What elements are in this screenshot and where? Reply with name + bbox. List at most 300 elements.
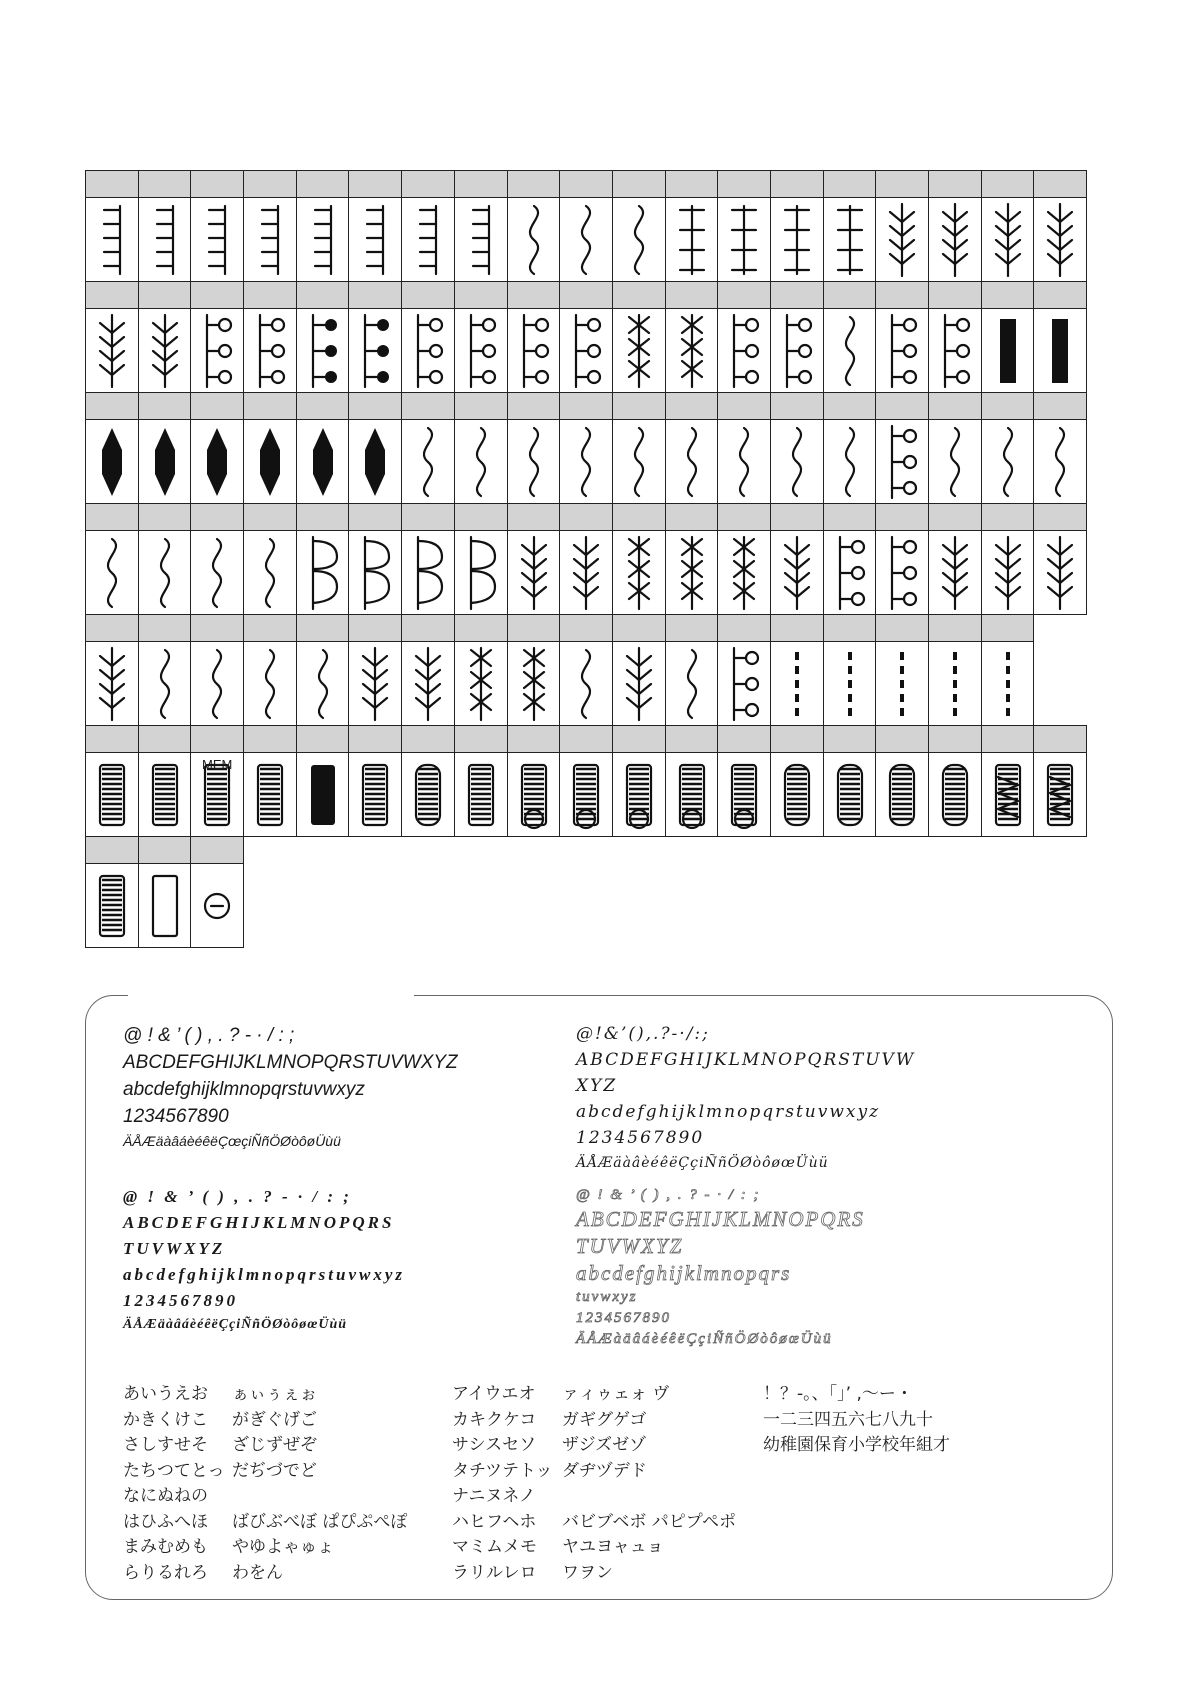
jp-line: ァィゥェォ ヴ: [562, 1384, 670, 1404]
stitch-icon: [402, 642, 454, 726]
stitch-cell: [559, 503, 613, 615]
stitch-icon: [718, 531, 770, 615]
stitch-cell-header: [86, 282, 138, 309]
stitch-cell: [612, 614, 666, 726]
stitch-cell: [717, 281, 771, 393]
font4-lower-2: tuvwxyz: [576, 1289, 638, 1305]
stitch-icon: [297, 753, 349, 837]
stitch-icon: [771, 198, 823, 282]
jp-line: ！？-。、「」’ ,〜ー・: [763, 1384, 913, 1404]
stitch-cell-header: [560, 504, 612, 531]
stitch-cell-header: [402, 393, 454, 420]
stitch-cell: [717, 170, 771, 282]
stitch-icon: [244, 309, 296, 393]
stitch-cell-header: [297, 726, 349, 753]
font4-digits: 1234567890: [576, 1310, 671, 1326]
font2-lower: abcdefghijklmnopqrstuvwxyz: [576, 1102, 881, 1122]
stitch-icon: [508, 420, 560, 504]
stitch-cell: [981, 170, 1035, 282]
stitch-cell: [1033, 503, 1087, 615]
stitch-cell: [296, 725, 350, 837]
stitch-cell-header: [86, 615, 138, 642]
stitch-cell: [454, 614, 508, 726]
jp-line: らりるれろ: [123, 1562, 208, 1583]
stitch-cell: [612, 170, 666, 282]
stitch-icon: [455, 198, 507, 282]
stitch-cell-header: [349, 171, 401, 198]
stitch-icon: [349, 309, 401, 393]
stitch-cell-header: [982, 726, 1034, 753]
stitch-icon: [929, 198, 981, 282]
stitch-icon: [982, 753, 1034, 837]
stitch-icon: [982, 420, 1034, 504]
stitch-cell-header: [666, 726, 718, 753]
jp-line: アイウエオ: [452, 1384, 536, 1404]
stitch-icon: [349, 531, 401, 615]
stitch-cell: [981, 503, 1035, 615]
stitch-icon: [824, 309, 876, 393]
stitch-cell-header: [876, 504, 928, 531]
stitch-icon: [455, 420, 507, 504]
stitch-cell-header: [718, 504, 770, 531]
stitch-cell-header: [297, 504, 349, 531]
stitch-icon: [718, 753, 770, 837]
stitch-cell-header: [613, 726, 665, 753]
stitch-cell: [875, 281, 929, 393]
stitch-cell: [348, 503, 402, 615]
stitch-cell: [243, 725, 297, 837]
stitch-icon: [191, 198, 243, 282]
stitch-icon: [771, 420, 823, 504]
stitch-cell-header: [1034, 504, 1086, 531]
stitch-cell: [770, 170, 824, 282]
stitch-cell-header: [718, 171, 770, 198]
stitch-cell-header: [402, 171, 454, 198]
font2-upper-2: XYZ: [576, 1076, 618, 1096]
stitch-cell: [665, 503, 719, 615]
jp-line: タチツテトッ: [452, 1460, 553, 1481]
stitch-icon: [560, 753, 612, 837]
stitch-cell-header: [508, 393, 560, 420]
stitch-icon: [402, 531, 454, 615]
stitch-cell-header: [508, 615, 560, 642]
stitch-cell: [507, 725, 561, 837]
stitch-icon: [824, 420, 876, 504]
katakana-main-column: [452, 1386, 552, 1590]
stitch-cell: [928, 614, 982, 726]
font3-upper-1: ABCDEFGHIJKLMNOPQRS: [123, 1213, 395, 1232]
stitch-cell-header: [771, 615, 823, 642]
stitch-cell-header: [929, 171, 981, 198]
jp-line: サシスセソ: [452, 1435, 537, 1455]
stitch-icon: [718, 642, 770, 726]
stitch-cell: [612, 392, 666, 504]
stitch-cell-header: [139, 837, 191, 864]
stitch-cell-header: [718, 282, 770, 309]
stitch-icon: [718, 198, 770, 282]
font2-digits: 1234567890: [576, 1128, 705, 1148]
font-sample-2: [576, 1026, 915, 1179]
stitch-icon: [349, 198, 401, 282]
stitch-cell: [770, 281, 824, 393]
jp-line: バビブベボ パピプペポ: [562, 1511, 737, 1532]
jp-line: ざじずぜぞ: [232, 1435, 317, 1455]
stitch-cell: [507, 281, 561, 393]
stitch-cell-header: [244, 393, 296, 420]
stitch-cell: [348, 614, 402, 726]
stitch-icon: [402, 198, 454, 282]
stitch-cell: [1033, 170, 1087, 282]
stitch-cell-header: [1034, 171, 1086, 198]
stitch-icon: [508, 531, 560, 615]
stitch-cell: [190, 725, 244, 837]
stitch-icon: [929, 531, 981, 615]
stitch-row: [85, 392, 1086, 503]
stitch-icon: [824, 531, 876, 615]
jp-line: ラリルレロ: [452, 1562, 537, 1583]
stitch-cell: [507, 614, 561, 726]
stitch-cell-header: [666, 504, 718, 531]
font3-digits: 1234567890: [123, 1291, 238, 1310]
stitch-cell: [928, 170, 982, 282]
stitch-icon: [613, 531, 665, 615]
stitch-cell-header: [244, 282, 296, 309]
stitch-cell-header: [1034, 726, 1086, 753]
jp-line: ザジズゼゾ: [562, 1435, 647, 1455]
stitch-cell: [138, 392, 192, 504]
stitch-row: [85, 836, 1086, 947]
stitch-cell-header: [139, 171, 191, 198]
stitch-cell-header: [560, 171, 612, 198]
stitch-icon: [349, 420, 401, 504]
stitch-cell: [875, 614, 929, 726]
stitch-cell: [454, 392, 508, 504]
stitch-icon: [1034, 198, 1086, 282]
stitch-icon: [86, 864, 138, 948]
stitch-icon: [824, 198, 876, 282]
stitch-cell: [401, 725, 455, 837]
stitch-icon: [191, 420, 243, 504]
stitch-cell: [1033, 725, 1087, 837]
stitch-icon: [244, 531, 296, 615]
stitch-icon: [718, 309, 770, 393]
stitch-icon: [139, 420, 191, 504]
stitch-cell: [717, 392, 771, 504]
stitch-cell: [928, 503, 982, 615]
jp-line: やゆよゃゅょ: [232, 1537, 334, 1557]
stitch-icon: [666, 198, 718, 282]
stitch-cell-header: [982, 282, 1034, 309]
stitch-cell-header: [455, 171, 507, 198]
stitch-cell-header: [86, 393, 138, 420]
stitch-cell-header: [455, 282, 507, 309]
stitch-cell: [243, 170, 297, 282]
stitch-cell-header: [455, 726, 507, 753]
stitch-icon: [771, 753, 823, 837]
stitch-cell: [296, 170, 350, 282]
stitch-cell-header: [876, 282, 928, 309]
stitch-cell-header: [876, 171, 928, 198]
stitch-pattern-table: [85, 170, 1086, 947]
stitch-cell-header: [666, 615, 718, 642]
stitch-cell-header: [771, 282, 823, 309]
stitch-icon: [560, 420, 612, 504]
stitch-cell: [665, 281, 719, 393]
stitch-icon: [86, 753, 138, 837]
stitch-cell-header: [191, 171, 243, 198]
stitch-cell-header: [876, 726, 928, 753]
stitch-cell-header: [86, 726, 138, 753]
stitch-cell: [981, 725, 1035, 837]
stitch-icon: [876, 753, 928, 837]
stitch-cell: [823, 281, 877, 393]
stitch-cell-header: [613, 393, 665, 420]
stitch-cell: [928, 725, 982, 837]
stitch-cell-header: [718, 615, 770, 642]
stitch-cell: [507, 170, 561, 282]
stitch-cell-header: [876, 615, 928, 642]
hiragana-sub-column: [232, 1386, 407, 1590]
stitch-cell: [401, 614, 455, 726]
stitch-cell: [875, 503, 929, 615]
stitch-cell: [243, 614, 297, 726]
jp-line: 一二三四五六七八九十: [763, 1409, 933, 1430]
stitch-icon: [1034, 531, 1086, 615]
stitch-cell-header: [508, 504, 560, 531]
stitch-icon: [929, 642, 981, 726]
stitch-cell-header: [244, 171, 296, 198]
font-sample-3: [123, 1188, 405, 1341]
stitch-cell: [85, 503, 139, 615]
stitch-icon: [191, 309, 243, 393]
stitch-cell-header: [191, 726, 243, 753]
stitch-icon: [560, 642, 612, 726]
stitch-cell: [612, 503, 666, 615]
stitch-cell-header: [297, 171, 349, 198]
stitch-icon: [982, 531, 1034, 615]
stitch-icon: [244, 753, 296, 837]
font1-upper: ABCDEFGHIJKLMNOPQRSTUVWXYZ: [123, 1052, 458, 1073]
stitch-cell: [770, 392, 824, 504]
jp-line: ナニヌネノ: [452, 1486, 536, 1506]
stitch-icon: [297, 642, 349, 726]
stitch-row: [85, 170, 1086, 281]
stitch-cell: [138, 614, 192, 726]
stitch-icon: [297, 309, 349, 393]
stitch-icon: [297, 198, 349, 282]
stitch-cell-header: [929, 393, 981, 420]
hiragana-main-column: [123, 1386, 225, 1590]
stitch-cell-header: [86, 171, 138, 198]
font-sample-panel: [85, 995, 1113, 1600]
stitch-cell-header: [929, 504, 981, 531]
stitch-cell-header: [349, 393, 401, 420]
stitch-cell-header: [982, 615, 1034, 642]
stitch-icon: [666, 309, 718, 393]
stitch-cell-header: [876, 393, 928, 420]
stitch-cell: [1033, 392, 1087, 504]
stitch-cell-header: [666, 171, 718, 198]
stitch-cell: [770, 614, 824, 726]
jp-line: マミムメモ: [452, 1537, 537, 1557]
stitch-cell: [296, 614, 350, 726]
stitch-cell: [770, 503, 824, 615]
stitch-icon: [139, 753, 191, 837]
panel-title-gap: [128, 990, 414, 1002]
stitch-icon: [139, 309, 191, 393]
stitch-cell: [717, 503, 771, 615]
stitch-cell-header: [771, 504, 823, 531]
stitch-cell-header: [666, 282, 718, 309]
stitch-cell: [243, 392, 297, 504]
stitch-cell-header: [508, 726, 560, 753]
stitch-cell-header: [297, 615, 349, 642]
stitch-cell-header: [824, 726, 876, 753]
stitch-cell-header: [455, 504, 507, 531]
stitch-cell: [138, 503, 192, 615]
stitch-cell-header: [139, 282, 191, 309]
font1-accents: ÄÅÆäàâáèéêëÇœçiÑñÖØòôøÜùü: [123, 1133, 341, 1149]
stitch-cell-header: [191, 504, 243, 531]
stitch-icon: [982, 642, 1034, 726]
stitch-cell: [190, 281, 244, 393]
stitch-cell: [190, 614, 244, 726]
stitch-icon: [86, 309, 138, 393]
stitch-cell-header: [244, 504, 296, 531]
stitch-icon: [613, 642, 665, 726]
stitch-cell-header: [560, 726, 612, 753]
stitch-cell: [190, 503, 244, 615]
stitch-cell: [296, 503, 350, 615]
stitch-icon: [455, 642, 507, 726]
font1-lower: abcdefghijklmnopqrstuvwxyz: [123, 1079, 365, 1100]
stitch-cell-header: [1034, 282, 1086, 309]
stitch-cell-header: [1034, 393, 1086, 420]
jp-line: ぁぃぅぇぉ: [232, 1384, 317, 1404]
stitch-icon: [402, 420, 454, 504]
stitch-cell: [717, 614, 771, 726]
font2-upper-1: ABCDEFGHIJKLMNOPQRSTUVW: [576, 1050, 916, 1070]
stitch-cell-header: [718, 726, 770, 753]
stitch-cell: [612, 281, 666, 393]
stitch-cell-header: [191, 393, 243, 420]
stitch-cell: [190, 170, 244, 282]
stitch-icon: [771, 642, 823, 726]
font-sample-4: [576, 1188, 865, 1353]
mem-label: MEM: [202, 757, 233, 772]
stitch-cell: [928, 392, 982, 504]
font1-symbols: @ ! & ’ ( ) , . ? - · / : ;: [123, 1025, 295, 1046]
stitch-cell-header: [824, 171, 876, 198]
font2-symbols: @!&’(),.?-·/:;: [576, 1024, 710, 1044]
stitch-cell-header: [613, 282, 665, 309]
stitch-cell: [190, 392, 244, 504]
font3-symbols: @ ! & ’ ( ) , . ? - · / : ;: [123, 1187, 352, 1206]
font-sample-1: [123, 1026, 458, 1156]
stitch-cell: [348, 281, 402, 393]
stitch-icon: [876, 420, 928, 504]
stitch-cell-header: [560, 282, 612, 309]
jp-line: ヤユヨャュョ: [562, 1537, 664, 1557]
stitch-icon: [1034, 309, 1086, 393]
stitch-cell-header: [982, 504, 1034, 531]
stitch-cell-header: [349, 282, 401, 309]
stitch-icon: [876, 531, 928, 615]
stitch-icon: [666, 753, 718, 837]
stitch-cell-header: [297, 393, 349, 420]
font4-upper-2: TUVWXYZ: [576, 1234, 684, 1258]
stitch-cell-header: [191, 615, 243, 642]
stitch-cell-header: [929, 615, 981, 642]
stitch-cell: [981, 614, 1035, 726]
jp-line: ダヂヅデド: [562, 1460, 647, 1481]
stitch-icon: [455, 531, 507, 615]
stitch-cell-header: [455, 393, 507, 420]
stitch-cell: [85, 725, 139, 837]
stitch-cell-header: [244, 615, 296, 642]
stitch-icon: [297, 420, 349, 504]
jp-line: わをん: [232, 1562, 283, 1583]
font4-upper-1: ABCDEFGHIJKLMNOPQRS: [576, 1207, 865, 1231]
stitch-cell-header: [349, 504, 401, 531]
stitch-cell: [665, 170, 719, 282]
stitch-cell: [190, 836, 244, 948]
stitch-cell-header: [508, 282, 560, 309]
font1-digits: 1234567890: [123, 1106, 229, 1127]
stitch-cell-header: [560, 615, 612, 642]
stitch-icon: [244, 642, 296, 726]
stitch-cell: [507, 503, 561, 615]
stitch-icon: [402, 753, 454, 837]
stitch-cell: [454, 725, 508, 837]
stitch-cell: [823, 614, 877, 726]
stitch-icon: [613, 198, 665, 282]
stitch-icon: [139, 198, 191, 282]
stitch-cell-header: [86, 837, 138, 864]
stitch-icon: [297, 531, 349, 615]
stitch-icon: [876, 198, 928, 282]
stitch-cell: [401, 281, 455, 393]
stitch-cell-header: [191, 282, 243, 309]
stitch-cell-header: [402, 726, 454, 753]
stitch-icon: [86, 531, 138, 615]
stitch-cell: [85, 836, 139, 948]
stitch-icon: [929, 309, 981, 393]
stitch-icon: [244, 420, 296, 504]
stitch-row: [85, 281, 1086, 392]
stitch-cell-header: [139, 504, 191, 531]
font4-lower-1: abcdefghijklmnopqrs: [576, 1261, 792, 1285]
stitch-row: [85, 503, 1086, 614]
stitch-icon: [508, 198, 560, 282]
stitch-cell: [612, 725, 666, 837]
font3-upper-2: TUVWXYZ: [123, 1239, 226, 1258]
font4-accents: ÄÅÆàäâáèéêëÇçiÑñÖØòôøœÜùü: [576, 1331, 833, 1347]
jp-line: なにぬねの: [123, 1486, 208, 1506]
stitch-cell: [823, 170, 877, 282]
stitch-cell-header: [613, 615, 665, 642]
stitch-cell: [401, 170, 455, 282]
jp-line: ハヒフヘホ: [452, 1511, 537, 1532]
jp-line: だぢづでど: [232, 1460, 317, 1481]
stitch-cell-header: [982, 393, 1034, 420]
stitch-icon: [508, 753, 560, 837]
katakana-sub-column: [562, 1386, 736, 1590]
stitch-cell: [823, 725, 877, 837]
stitch-icon: [139, 642, 191, 726]
stitch-icon: [349, 753, 401, 837]
stitch-cell-header: [139, 615, 191, 642]
